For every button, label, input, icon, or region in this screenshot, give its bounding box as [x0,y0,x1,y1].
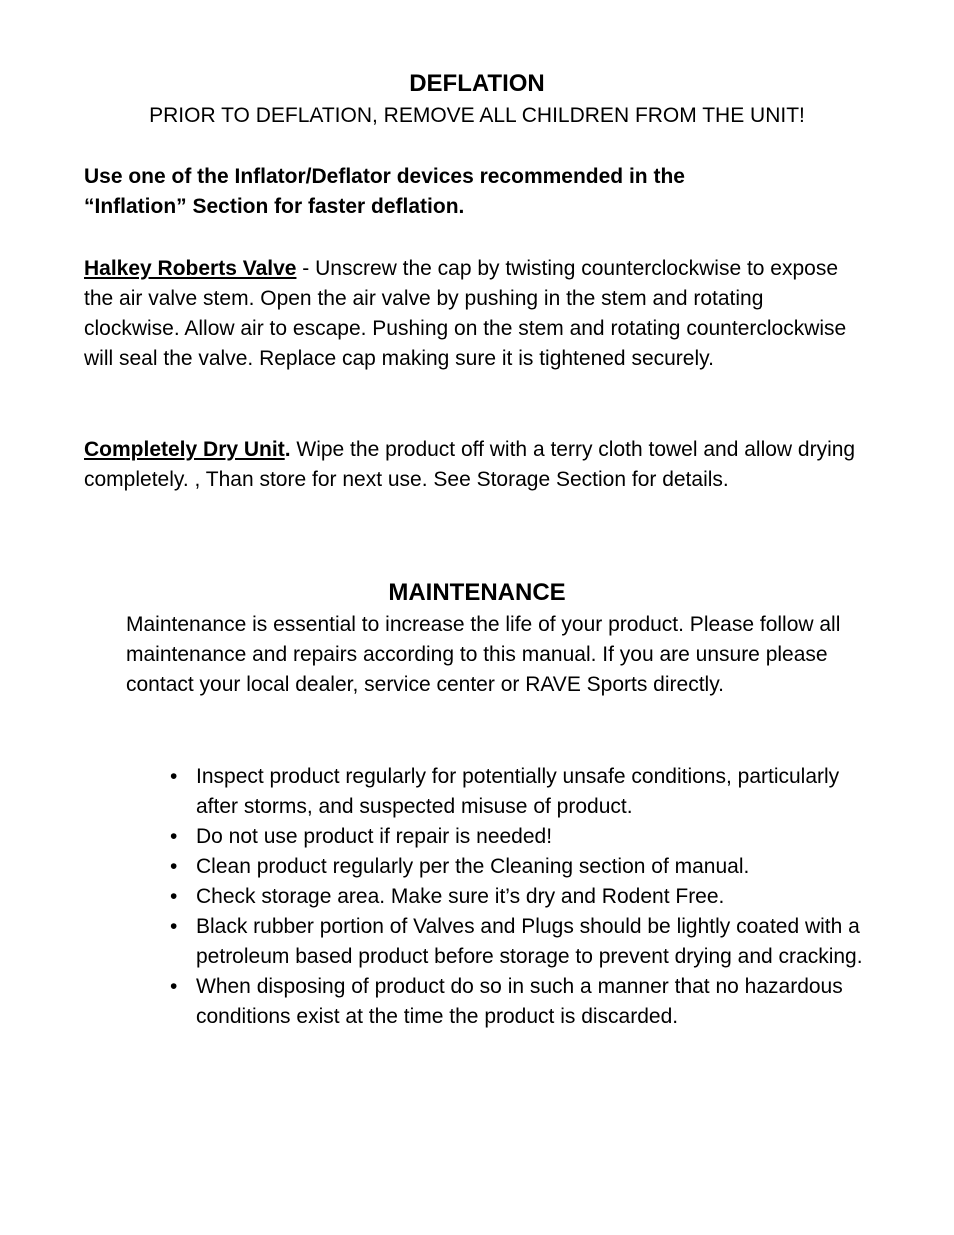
list-item [170,852,886,882]
list-item-text: When disposing of product do so in such a manner that no hazardous conditions exist at the time the product is discarded. [196,975,843,1028]
list-item [170,762,886,822]
valve-heading: Halkey Roberts Valve [84,257,297,280]
list-item [170,822,886,852]
bullet-icon: • [170,885,178,908]
deflation-warning: PRIOR TO DEFLATION, REMOVE ALL CHILDREN FROM THE UNIT! [149,104,805,127]
list-item-text: Check storage area. Make sure it’s dry and Rodent Free. [196,885,725,908]
list-item [170,972,886,1032]
list-item-text: Clean product regularly per the Cleaning section of manual. [196,855,750,878]
deflation-title: DEFLATION [409,70,545,97]
dry-heading: Completely Dry Unit [84,438,285,461]
maintenance-title: MAINTENANCE [388,579,566,606]
valve-text: - Unscrew the cap by twisting counterclockwise to expose the air valve stem. Open the air valve by pushing in the stem and rotating clockwise. Allow air to escape. Pushing on the stem and rotating counterclockwise will seal the valve. Replace cap making sure it is tightened securely. [84,257,847,370]
dry-text: Wipe the product off with a terry cloth towel and allow drying completely. , Than store for next use. See Storage Section for details. [84,438,856,491]
bullet-icon: • [170,825,178,848]
dry-heading-period: . [284,438,291,461]
valve-paragraph [84,254,864,374]
bullet-icon: • [170,765,178,788]
list-item-text: Black rubber portion of Valves and Plugs should be lightly coated with a petroleum based product before storage to prevent drying and cracking. [196,915,863,968]
maintenance-intro: Maintenance is essential to increase the life of your product. Please follow all maintenance and repairs according to this manual. If you are unsure please contact your local dealer, service center or RAVE Sports directly. [126,613,841,696]
list-item [170,882,886,912]
bullet-icon: • [170,915,178,938]
device-note: Use one of the Inflator/Deflator devices recommended in the “Inflation” Section for faster deflation. [84,165,685,218]
bullet-icon: • [170,975,178,998]
maintenance-list [170,762,886,1032]
list-item-text: Inspect product regularly for potentially unsafe conditions, particularly after storms, and suspected misuse of product. [196,765,840,818]
bullet-icon: • [170,855,178,878]
list-item-text: Do not use product if repair is needed! [196,825,553,848]
dry-paragraph [84,435,864,495]
list-item [170,912,886,972]
